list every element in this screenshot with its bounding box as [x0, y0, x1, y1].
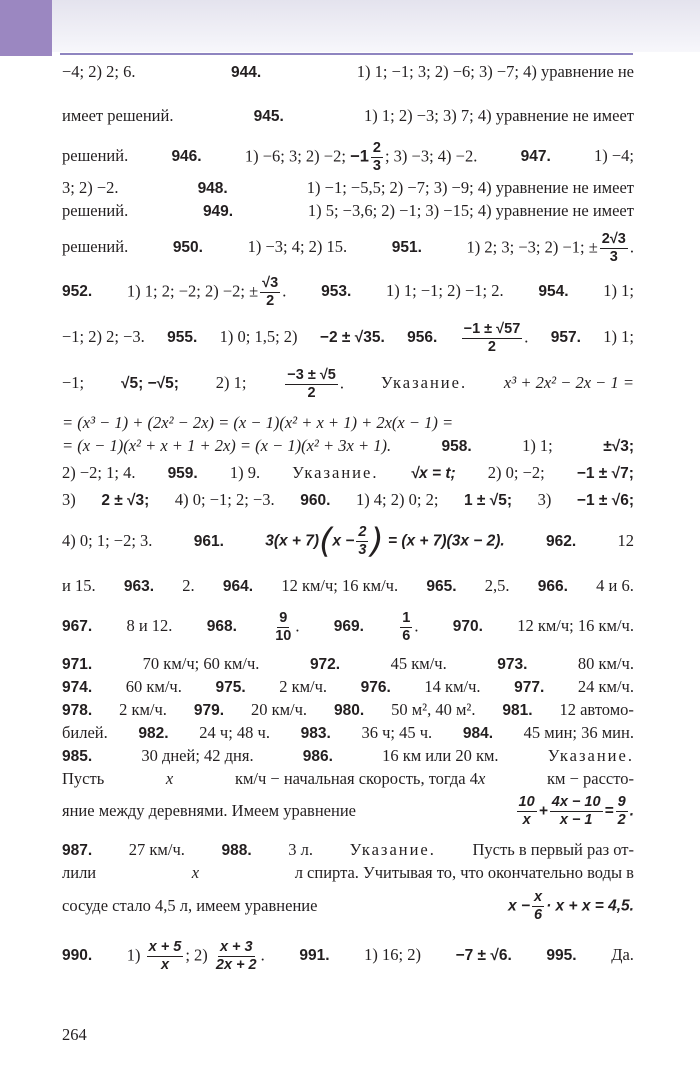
- text: км − рассто-: [547, 769, 634, 788]
- problem-number: 982.: [138, 725, 169, 742]
- text: 8 и 12.: [126, 616, 173, 636]
- text: 3; 2) −2.: [62, 178, 119, 197]
- equation: = (x − 1)(x² + x + 1 + 2x) = (x − 1)(x² + 3x + 1).: [62, 436, 392, 455]
- fraction-numerator: x + 3: [219, 939, 253, 955]
- text: 1) 1;: [522, 436, 553, 455]
- text-line: [62, 321, 634, 367]
- text: 1) −3; 4; 2) 15.: [247, 237, 348, 257]
- problem-number: 946.: [171, 148, 202, 166]
- text: 2) 1;: [215, 373, 247, 393]
- equation: x³ + 2x² − 2x − 1 =: [503, 373, 634, 393]
- text: =: [604, 802, 614, 820]
- text-group: [460, 321, 529, 356]
- problem-number: 950.: [172, 239, 203, 257]
- text: км/ч − начальная скорость, тогда 4: [234, 769, 478, 788]
- text-line: [62, 939, 634, 985]
- math-expression: [508, 889, 634, 924]
- text: 36 ч; 45 ч.: [361, 723, 433, 742]
- fraction-denominator: x: [160, 957, 170, 973]
- text: 1) 0; 1,5; 2): [219, 327, 298, 347]
- fraction-numerator: 1: [402, 610, 411, 626]
- text: x −: [508, 897, 531, 915]
- problem-number: 958.: [441, 438, 472, 455]
- hint-label: Указание.: [547, 746, 634, 765]
- math-answer: ±√3;: [603, 438, 634, 455]
- hint-label: Указание.: [349, 840, 436, 859]
- fraction: [400, 610, 412, 645]
- fraction: [517, 794, 537, 829]
- text-group: [127, 939, 265, 974]
- text: −1; 2) 2; −3.: [62, 327, 145, 347]
- corner-tab-block: [0, 0, 52, 56]
- text: 45 мин; 36 мин.: [523, 723, 634, 742]
- problem-number: 949.: [202, 203, 234, 220]
- text: лили: [62, 863, 97, 882]
- text-group: [127, 275, 286, 310]
- paren-right: ): [370, 521, 384, 562]
- text: 3): [62, 490, 76, 509]
- text-line: [62, 744, 634, 767]
- problem-number: 973.: [497, 656, 528, 673]
- problem-number: 961.: [193, 532, 224, 550]
- text-line: [62, 434, 634, 461]
- text: 1) 2; 3; −3; 2) −1; ±: [466, 237, 598, 257]
- problem-number: 955.: [167, 329, 198, 347]
- fraction: [371, 140, 383, 175]
- fraction: [532, 889, 544, 924]
- text: яние между деревнями. Имеем уравнение: [62, 800, 356, 820]
- text: .: [282, 281, 287, 301]
- fraction-numerator: 2√3: [601, 231, 626, 247]
- text: 1) −6; 3; 2) −2;: [244, 146, 346, 166]
- text: 1): [126, 945, 141, 965]
- text-line: [62, 610, 634, 652]
- fraction-numerator: x + 5: [148, 939, 182, 955]
- text: .: [414, 616, 419, 636]
- problem-number: 983.: [300, 725, 331, 742]
- fraction-denominator: 2: [487, 339, 496, 355]
- text: 1) 9.: [229, 463, 261, 482]
- fraction-numerator: x: [534, 889, 543, 905]
- fraction-numerator: 4x − 10: [551, 794, 601, 810]
- text: −1;: [62, 373, 85, 393]
- math-answer: −1 ± √6;: [576, 492, 634, 509]
- text: 16 км или 20 км.: [382, 746, 499, 765]
- text: −4; 2) 2; 6.: [62, 62, 136, 81]
- text: решений.: [62, 201, 129, 220]
- text: +: [538, 802, 548, 820]
- fraction-denominator: 3: [372, 158, 381, 174]
- math-expression: [515, 794, 634, 829]
- text: x −: [332, 532, 355, 550]
- fraction: [214, 939, 259, 974]
- fraction-numerator: 9: [279, 610, 288, 626]
- text-group: [398, 610, 418, 645]
- problem-number: 944.: [231, 64, 262, 81]
- fraction: [285, 367, 338, 402]
- fraction-denominator: 2: [266, 293, 275, 309]
- text: 1) 1; 2) −3; 3) 7; 4) уравнение не имеет: [364, 106, 634, 125]
- text: ; 2): [185, 945, 208, 965]
- text-line: [62, 767, 634, 794]
- problem-number: 980.: [333, 702, 365, 719]
- text: Пусть: [62, 769, 105, 788]
- text-group: [271, 610, 299, 645]
- text: 24 км/ч.: [577, 677, 634, 696]
- math-answer: √5; −√5;: [120, 375, 179, 393]
- text: 4) 0; −1; 2; −3.: [174, 490, 275, 509]
- fraction: [147, 939, 184, 974]
- problem-number: 967.: [62, 618, 93, 636]
- fraction-denominator: 10: [275, 628, 292, 644]
- problem-number: 969.: [333, 618, 364, 636]
- fraction: [550, 794, 603, 829]
- problem-number: 957.: [550, 329, 581, 347]
- text: 20 км/ч.: [250, 700, 308, 719]
- text: решений.: [62, 237, 129, 257]
- problem-number: 947.: [520, 148, 551, 166]
- problem-number: 972.: [309, 656, 341, 673]
- text-group: [245, 140, 478, 175]
- fraction-numerator: √3: [262, 275, 279, 291]
- problem-number: 966.: [537, 578, 568, 595]
- text-line: [62, 488, 634, 524]
- text-line: [62, 104, 634, 140]
- text: сосуде стало 4,5 л, имеем уравнение: [62, 895, 318, 915]
- text: билей.: [62, 723, 108, 742]
- problem-number: 968.: [206, 618, 237, 636]
- problem-number: 990.: [62, 947, 93, 965]
- fraction-numerator: −3 ± √5: [287, 367, 336, 383]
- problem-number: 995.: [546, 947, 577, 965]
- text: 4 и 6.: [596, 576, 634, 595]
- text: .: [524, 327, 529, 347]
- text: 1) 1; −1; 3; 2) −6; 3) −7; 4) уравнение не: [356, 62, 634, 81]
- fraction: [616, 794, 628, 829]
- fraction-numerator: −1 ± √57: [463, 321, 521, 337]
- fraction-numerator: 2: [358, 524, 367, 540]
- text: и 15.: [62, 576, 96, 595]
- problem-number: 952.: [62, 283, 93, 301]
- text: 1) −4;: [593, 146, 634, 166]
- text: .: [295, 616, 300, 636]
- text: 60 км/ч.: [125, 677, 182, 696]
- text-line: [62, 721, 634, 744]
- problem-number: 987.: [62, 842, 93, 859]
- fraction-denominator: 6: [534, 907, 543, 923]
- text-group: [467, 231, 634, 266]
- problem-number: 960.: [300, 492, 331, 509]
- text-line: [62, 861, 634, 889]
- problem-number: 988.: [221, 842, 252, 859]
- text-line: [62, 140, 634, 176]
- variable: x: [191, 863, 200, 882]
- text: 2.: [182, 576, 195, 595]
- text: 80 км/ч.: [577, 654, 634, 673]
- text: 1) 1;: [603, 327, 634, 347]
- problem-number: 981.: [502, 702, 533, 719]
- text: 2 км/ч.: [119, 700, 167, 719]
- text-line: [62, 652, 634, 675]
- math-answer: −1 ± √7;: [576, 465, 634, 482]
- math-answer: −2 ± √35.: [319, 329, 385, 347]
- problem-number: 975.: [215, 679, 246, 696]
- problem-number: 959.: [167, 465, 198, 482]
- page-number: 264: [62, 1025, 87, 1044]
- text: .: [339, 373, 344, 393]
- fraction-denominator: 2: [307, 385, 316, 401]
- problem-number: 953.: [321, 283, 352, 301]
- problem-number: 976.: [360, 679, 391, 696]
- text: 1) 1;: [603, 281, 634, 301]
- text: 2) 0; −2;: [487, 463, 545, 482]
- problem-number: 962.: [546, 532, 577, 550]
- text: 1) 4; 2) 0; 2;: [355, 490, 439, 509]
- text: 1) 5; −3,6; 2) −1; 3) −15; 4) уравнение не имеет: [307, 201, 634, 220]
- text: 12 км/ч; 16 км/ч.: [281, 576, 399, 595]
- fraction: [356, 524, 368, 559]
- problem-number: 954.: [538, 283, 569, 301]
- text-line: [62, 889, 634, 939]
- hint-label: Указание.: [292, 463, 379, 482]
- problem-number: 948.: [197, 180, 228, 197]
- text-line: [62, 367, 634, 411]
- text: 27 км/ч.: [128, 840, 185, 859]
- fraction-denominator: 3: [358, 542, 367, 558]
- text: 3(x + 7): [265, 532, 320, 550]
- text-line: [62, 231, 634, 275]
- text-line: [62, 675, 634, 698]
- text: 14 км/ч.: [424, 677, 481, 696]
- mixed-number-whole: −1: [350, 147, 369, 166]
- math-expression: [265, 521, 505, 562]
- text-line: [62, 838, 634, 861]
- text: 2 км/ч.: [279, 677, 328, 696]
- text: · x + x = 4,5.: [546, 897, 634, 915]
- text: Пусть в первый раз от-: [472, 840, 634, 859]
- problem-number: 986.: [302, 748, 333, 765]
- text: 3): [537, 490, 552, 509]
- text-line: [62, 698, 634, 721]
- text-line: [62, 60, 634, 104]
- text: 70 км/ч; 60 км/ч.: [142, 654, 260, 673]
- fraction-denominator: 6: [402, 628, 411, 644]
- math-answer: −7 ± √6.: [455, 947, 512, 965]
- math-answer: 2 ± √3;: [101, 492, 150, 509]
- text: .: [260, 945, 265, 965]
- fraction-denominator: 2: [617, 812, 626, 828]
- text: 4) 0; 1; −2; 3.: [62, 530, 153, 550]
- problem-number: 965.: [426, 578, 457, 595]
- text: 12 км/ч; 16 км/ч.: [517, 616, 634, 636]
- text-line: [62, 461, 634, 488]
- math-answer: 1 ± √5;: [464, 492, 513, 509]
- text: 2,5.: [484, 576, 510, 595]
- problem-number: 977.: [514, 679, 545, 696]
- fraction-numerator: 2: [372, 140, 381, 156]
- problem-number: 964.: [222, 578, 254, 595]
- corner-tab: [0, 0, 52, 56]
- fraction: [462, 321, 523, 356]
- text-line: [62, 176, 634, 199]
- problem-number: 970.: [452, 618, 483, 636]
- text: .: [629, 237, 634, 257]
- text-line: [62, 411, 634, 434]
- text-group: [235, 767, 485, 790]
- paren-left: (: [319, 521, 333, 562]
- fraction-denominator: x: [522, 812, 531, 828]
- header-band: [52, 0, 700, 52]
- text: 50 м², 40 м².: [391, 700, 476, 719]
- text: 1) 16; 2): [364, 945, 421, 965]
- text-line: [62, 521, 634, 574]
- problem-number: 979.: [193, 702, 225, 719]
- problem-number: 963.: [123, 578, 155, 595]
- problem-number: 951.: [391, 239, 422, 257]
- problem-number: 974.: [62, 679, 93, 696]
- fraction: [600, 231, 628, 266]
- text: имеет решений.: [62, 106, 174, 125]
- text: решений.: [62, 146, 129, 166]
- text: 12: [617, 530, 634, 550]
- hint-label: Указание.: [380, 373, 468, 393]
- answers-text: [62, 60, 634, 985]
- problem-number: 945.: [253, 108, 284, 125]
- text: 2) −2; 1; 4.: [62, 463, 136, 482]
- text-line: [62, 275, 634, 321]
- text: Да.: [611, 945, 634, 965]
- text: 45 км/ч.: [390, 654, 447, 673]
- fraction: [260, 275, 280, 310]
- fraction-denominator: 2x + 2: [215, 957, 257, 973]
- text-line: [62, 574, 634, 610]
- problem-number: 984.: [462, 725, 493, 742]
- text: 3 л.: [288, 840, 313, 859]
- problem-number: 978.: [62, 702, 93, 719]
- math-answer: √x = t;: [410, 465, 456, 482]
- text: .: [629, 802, 634, 820]
- text: 1) 1; 2; −2; 2) −2; ±: [126, 281, 259, 301]
- variable: x: [477, 769, 486, 788]
- text: = (x + 7)(3x − 2).: [387, 532, 505, 550]
- problem-number: 985.: [62, 748, 93, 765]
- fraction-numerator: 9: [617, 794, 626, 810]
- fraction: [273, 610, 293, 645]
- problem-number: 991.: [299, 947, 330, 965]
- text: 1) −1; −5,5; 2) −7; 3) −9; 4) уравнение не имеет: [306, 178, 634, 197]
- text: 30 дней; 42 дня.: [141, 746, 254, 765]
- equation: = (x³ − 1) + (2x² − 2x) = (x − 1)(x² + x + 1) + 2x(x − 1) =: [62, 413, 454, 432]
- variable: x: [165, 769, 174, 788]
- header-rule: [60, 53, 633, 55]
- text-group: [283, 367, 344, 402]
- problem-number: 971.: [62, 656, 93, 673]
- text: ; 3) −3; 4) −2.: [384, 146, 478, 166]
- text-line: [62, 794, 634, 838]
- fraction-numerator: 10: [518, 794, 535, 810]
- text-line: [62, 199, 634, 231]
- text: л спирта. Учитывая то, что окончательно воды в: [294, 863, 634, 882]
- fraction-denominator: 3: [609, 249, 618, 265]
- text: 1) 1; −1; 2) −1; 2.: [386, 281, 504, 301]
- text: 12 автомо-: [559, 700, 634, 719]
- problem-number: 956.: [407, 329, 438, 347]
- text: 24 ч; 48 ч.: [199, 723, 270, 742]
- fraction-denominator: x − 1: [559, 812, 593, 828]
